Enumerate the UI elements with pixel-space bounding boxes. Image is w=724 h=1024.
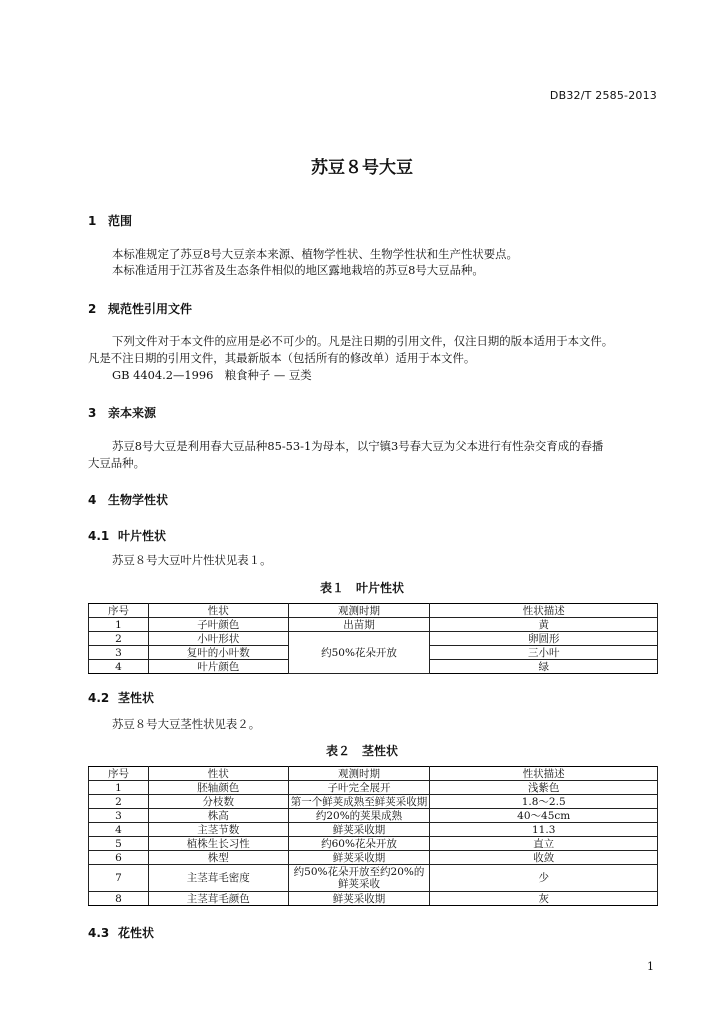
table-cell: 黄 [430,618,658,632]
section-title: 亲本来源 [108,406,157,420]
section-number: 1 [88,214,97,228]
table-cell: 2 [89,632,149,646]
table-cell: 株型 [148,851,288,865]
table-cell: 卵圆形 [430,632,658,646]
section-1-paragraph-1: 本标准规定了苏豆8号大豆亲本来源、植物学性状、生物学性状和生产性状要点。 [112,247,518,261]
section-3-paragraph-1a: 苏豆8号大豆是利用春大豆品种85-53-1为母本，以宁镇3号春大豆为父本进行有性杂交育成的春播 [112,439,604,453]
table-cell: 约50%花朵开放至约20%的鲜荚采收 [288,865,430,892]
table-cell-merged: 约50%花朵开放 [288,632,430,674]
table-1 [88,603,658,674]
table-row [89,865,658,892]
table-row [89,823,658,837]
table-cell: 株高 [148,809,288,823]
section-4-1-heading [88,527,166,544]
section-2-paragraph-1b: 凡是不注日期的引用文件，其最新版本（包括所有的修改单）适用于本文件。 [88,351,476,365]
table-row [89,781,658,795]
table-cell: 约20%的荚果成熟 [288,809,430,823]
table-row [89,632,658,646]
section-number: 4 [88,493,97,507]
table-cell: 灰 [430,892,658,906]
section-number: 4.3 [88,926,110,940]
table-header-cell: 性状 [148,604,288,618]
section-2-reference: GB 4404.2—1996 粮食种子 — 豆类 [112,368,312,382]
table-row [89,837,658,851]
section-1-heading [88,212,132,229]
table-header-row [89,767,658,781]
section-1-paragraph-2: 本标准适用于江苏省及生态条件相似的地区露地栽培的苏豆8号大豆品种。 [112,263,484,277]
table-cell: 绿 [430,660,658,674]
table-header-cell: 观测时期 [288,767,430,781]
table-row [89,851,658,865]
table-cell: 鲜荚采收期 [288,851,430,865]
section-2-heading [88,300,192,317]
table-cell: 7 [89,865,149,892]
section-title: 范围 [108,214,133,228]
section-2-paragraph-1a: 下列文件对于本文件的应用是必不可少的。凡是注日期的引用文件，仅注日期的版本适用于本文件。 [112,334,614,348]
section-3-heading [88,404,156,421]
table-cell: 直立 [430,837,658,851]
table-cell: 植株生长习性 [148,837,288,851]
table-cell: 主茎茸毛颜色 [148,892,288,906]
table-cell: 三小叶 [430,646,658,660]
table-cell: 8 [89,892,149,906]
section-4-1-intro: 苏豆８号大豆叶片性状见表１。 [112,553,272,567]
table-cell: 约60%花朵开放 [288,837,430,851]
section-title: 叶片性状 [118,529,167,543]
section-title: 生物学性状 [108,493,169,507]
section-number: 4.1 [88,529,110,543]
table-cell: 6 [89,851,149,865]
table-header-cell: 性状描述 [430,604,658,618]
table-header-cell: 序号 [89,604,149,618]
table-cell: 少 [430,865,658,892]
table-1-caption: 表１ 叶片性状 [319,581,404,595]
section-title: 花性状 [118,926,155,940]
table-cell: 1 [89,618,149,632]
table-row [89,892,658,906]
table-cell: 主茎节数 [148,823,288,837]
table-cell: 浅紫色 [430,781,658,795]
table-cell: 分枝数 [148,795,288,809]
section-number: 2 [88,302,97,316]
table-cell: 小叶形状 [148,632,288,646]
table-cell: 1.8～2.5 [430,795,658,809]
table-header-cell: 性状描述 [430,767,658,781]
document-title: 苏豆８号大豆 [311,158,413,178]
table-header-cell: 观测时期 [288,604,430,618]
section-4-3-heading [88,924,154,941]
table-cell: 收敛 [430,851,658,865]
table-cell: 5 [89,837,149,851]
table-cell: 1 [89,781,149,795]
document-code: DB32/T 2585-2013 [549,89,657,102]
table-cell: 复叶的小叶数 [148,646,288,660]
section-4-2-intro: 苏豆８号大豆茎性状见表２。 [112,717,261,731]
table-cell: 鲜荚采收期 [288,823,430,837]
table-cell: 子叶完全展开 [288,781,430,795]
section-4-2-heading [88,689,154,706]
table-cell: 3 [89,809,149,823]
section-number: 4.2 [88,691,110,705]
section-title: 茎性状 [118,691,155,705]
table-row [89,795,658,809]
section-number: 3 [88,406,97,420]
table-cell: 3 [89,646,149,660]
table-cell: 第一个鲜荚成熟至鲜荚采收期 [288,795,430,809]
section-title: 规范性引用文件 [108,302,193,316]
table-cell: 叶片颜色 [148,660,288,674]
table-header-cell: 序号 [89,767,149,781]
table-row [89,618,658,632]
table-cell: 子叶颜色 [148,618,288,632]
table-row [89,809,658,823]
section-3-paragraph-1b: 大豆品种。 [88,456,145,470]
table-cell: 40～45cm [430,809,658,823]
page-number: 1 [647,960,654,973]
table-2-caption: 表２ 茎性状 [325,744,398,758]
section-4-heading [88,491,168,508]
table-cell: 11.3 [430,823,658,837]
table-cell: 鲜荚采收期 [288,892,430,906]
table-cell: 胚轴颜色 [148,781,288,795]
table-2 [88,766,658,906]
table-cell: 2 [89,795,149,809]
table-cell: 4 [89,660,149,674]
table-header-row [89,604,658,618]
table-cell: 出苗期 [288,618,430,632]
table-header-cell: 性状 [148,767,288,781]
table-cell: 主茎茸毛密度 [148,865,288,892]
table-cell: 4 [89,823,149,837]
